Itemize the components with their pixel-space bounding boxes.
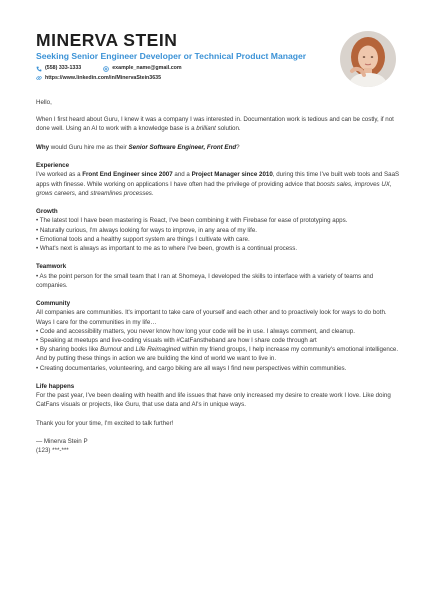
list-item: • Creating documentaries, volunteering, and cargo biking are all ways I find new perspectives within communities. — [36, 364, 347, 372]
list-item: • Speaking at meetups and live-coding visuals with #CatFanstheband are how I share code through art — [36, 337, 317, 344]
signature: — Minerva Stein P — [36, 438, 88, 446]
list-item: • Naturally curious, I'm always looking for ways to improve, in any area of my life. — [36, 226, 258, 234]
list-item: • Code and accessibility matters, you never know how long your code will be in use. I always comment, and cleanup. — [36, 327, 355, 335]
greeting: Hello, — [36, 99, 52, 106]
email-contact[interactable] — [103, 64, 181, 74]
email-address[interactable]: example_name@gmail.com — [112, 65, 182, 71]
intro-paragraph: When I first heard about Guru, I knew it was a company I was interested in. Documentation work is tedious and can be costly, if not done well. Using an AI to work with a knowledge base is a brilliant solution. — [36, 116, 394, 133]
phone-icon — [36, 66, 42, 72]
list-item: • Emotional tools and a healthy support system are things I cultivate with care. — [36, 235, 250, 243]
experience-heading: Experience — [36, 162, 70, 170]
growth-heading: Growth — [36, 208, 58, 216]
life-heading: Life happens — [36, 383, 75, 390]
letter-body — [36, 98, 400, 456]
life-paragraph: For the past year, I've been dealing with health and life issues that have only increased my desire to create work I love. Like doing CatFans visuals or projects, like Guru, that use data and AI's in unique ways. — [36, 392, 391, 409]
link-icon — [36, 75, 42, 81]
profile-photo — [340, 31, 396, 87]
phone-contact — [36, 64, 81, 74]
header — [36, 30, 336, 83]
list-item: • The latest tool I have been mastering is React, I've been combining it with Firebase for ease of prototyping apps. — [36, 217, 348, 225]
target-role: Seeking Senior Engineer Developer or Technical Product Manager — [36, 51, 307, 61]
at-sign-icon — [103, 66, 109, 72]
thanks-line: Thank you for your time, I'm excited to talk further! — [36, 419, 174, 427]
teamwork-paragraph: • As the point person for the small team that I ran at Shomeya, I developed the skills to interface with a variety of teams and companies. — [36, 272, 374, 289]
signature-phone: (123) ***-*** — [36, 447, 69, 455]
why-paragraph: Why would Guru hire me as their Senior Software Engineer, Front End? — [36, 143, 240, 151]
community-intro: All companies are communities. It's important to take care of yourself and each other and to proactively look for ways to do both. Ways I care for the communities in my life… — [36, 309, 387, 326]
contact-info — [36, 64, 336, 83]
candidate-name: MINERVA STEIN — [36, 30, 178, 50]
list-item: • What's next is always as important to me as to where I've been, growth is a continual process. — [36, 245, 298, 252]
phone-number: (558) 333-1333 — [45, 65, 82, 71]
list-item: • By sharing books like Burnout and Life Reimagined within my friend groups, I help increase my community's emotional intelligence. And by putting these things in action we are building the kind of world we want to live in. — [36, 346, 399, 363]
linkedin-contact[interactable] — [36, 74, 161, 84]
community-heading: Community — [36, 300, 71, 308]
teamwork-heading: Teamwork — [36, 263, 67, 271]
linkedin-url[interactable]: https://www.linkedin.com/in/MinervaStein3635 — [45, 74, 162, 81]
experience-paragraph: I've worked as a Front End Engineer since 2007 and a Project Manager since 2010, during this time I've built web tools and SaaS apps with finesse. While working on applications I have often had the privilege of providing advice that boosts sales, improves UX, grows careers, and streamlines processes. — [36, 171, 400, 197]
